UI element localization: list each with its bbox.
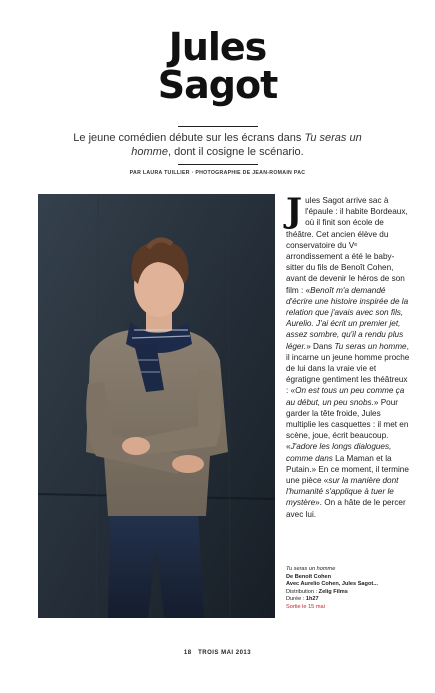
film-duration: Durée : 1h27 (286, 596, 319, 602)
film-cast: Avec Aurelio Cohen, Jules Sagot... (286, 581, 378, 587)
film-director: De Benoît Cohen (286, 573, 332, 580)
portrait-photo (38, 194, 275, 618)
film-title-italic: Tu seras un homme (131, 132, 362, 158)
title-line-1: Jules (168, 25, 267, 69)
film-title: Tu seras un homme (286, 566, 336, 572)
article-body (286, 191, 411, 520)
film-release-date: Sortie le 15 mai (286, 603, 325, 610)
page-footer (0, 650, 435, 656)
magazine-issue: TROIS MAI 2013 (198, 650, 252, 656)
page-title (0, 25, 435, 107)
byline-credit: PAR LAURA TUILLIER · PHOTOGRAPHIE DE JEAN-ROMAIN PAC (129, 170, 306, 176)
article-paragraph: ules Sagot arrive sac à l'épaule : il habite Bordeaux, où il finit son école de théâtre. Cet ancien élève du conservatoire du Vᵉ arrondissement a été le baby-sitter du fils de Benoît Cohen, avant de devenir le héros de son film : «Benoît m'a demandé d'écrire une histoire inspirée de la relation que j'avais avec son fils, Aurelio. J'ai écrit un premier jet, assez sombre, qu'il a rendu plus léger.» Dans Tu seras un homme, il incarne un jeune homme proche de lui dans la vraie vie et égratigne gentiment les théâtreux : «On est tous un peu comme ça au début, un peu snobs.» Pour garder la tête froide, Jules multiplie les casquettes : il met en scène, joue, écrit beaucoup. «J'adore les longs dialogues, comme dans La Maman et la Putain.» En ce moment, il termine une pièce «sur la manière dont l'humanité s'applique à tuer le mystère». On a hâte de le percer avec lui. (286, 196, 410, 519)
film-distribution: Distribution : Zelig Films (286, 588, 348, 595)
title-line-2: Sagot (157, 63, 278, 107)
divider-bottom (178, 164, 258, 165)
dropcap: J (286, 191, 303, 231)
portrait-illustration (38, 194, 275, 618)
divider-top (178, 126, 258, 127)
standfirst: Le jeune comédien débute sur les écrans dans Tu seras un homme, dont il cosigne le scénario. (73, 132, 362, 158)
page-number: 18 (183, 650, 192, 656)
film-info-box (286, 566, 411, 611)
